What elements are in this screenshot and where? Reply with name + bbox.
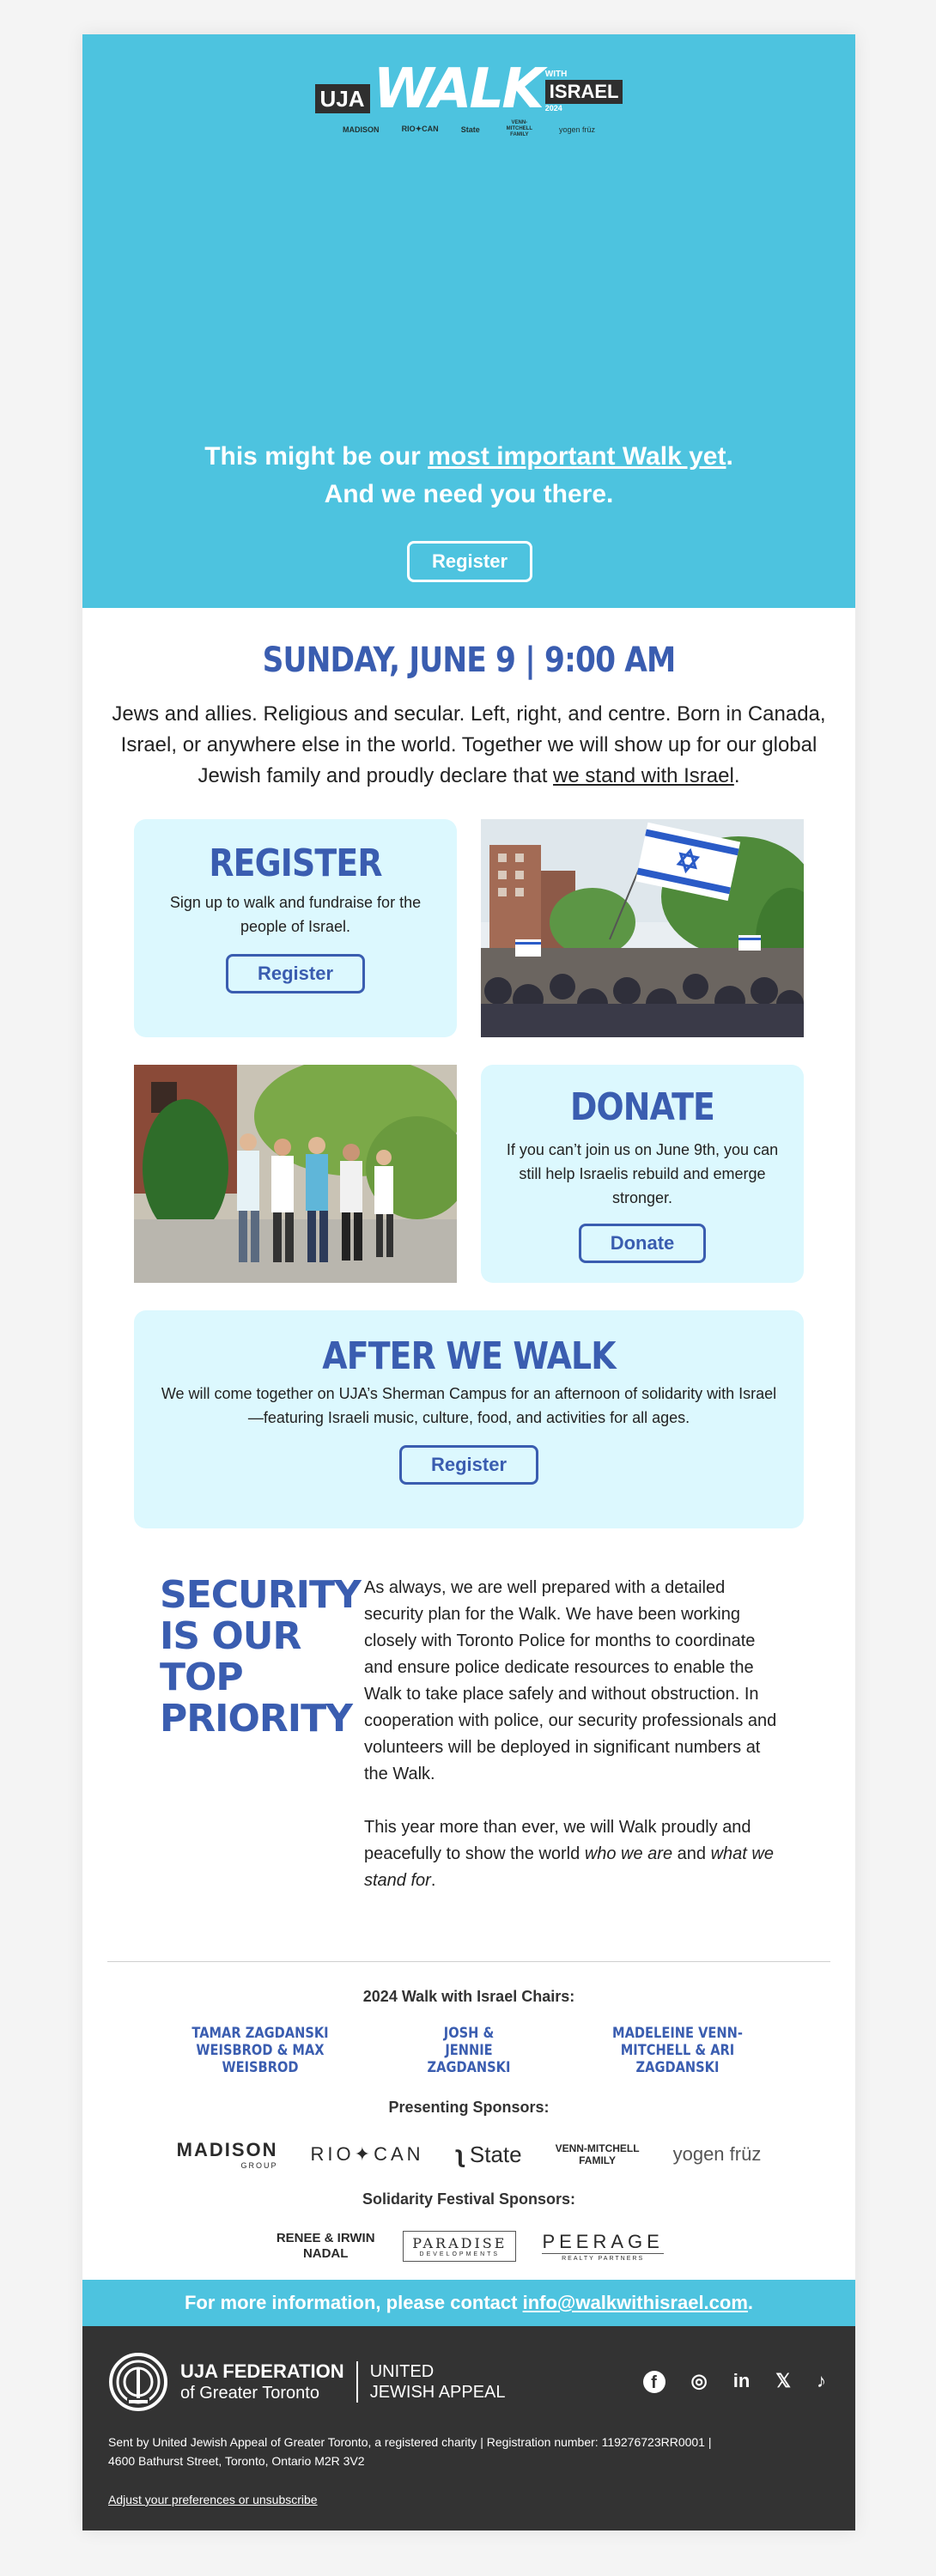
security-section: [82, 1575, 855, 1961]
chair-name: MADELEINE VENN-MITCHELL & ARI ZAGDANSKI: [612, 2025, 743, 2076]
donate-card: [481, 1065, 804, 1283]
hero-register-button[interactable]: Register: [407, 541, 532, 582]
cards-grid: [82, 792, 855, 1530]
hero-banner: [82, 34, 855, 608]
social-links: [643, 2371, 827, 2393]
chair-name: JOSH & JENNIE ZAGDANSKI: [427, 2025, 511, 2076]
donate-card-text: If you can’t join us on June 9th, you can still help Israelis rebuild and emerge stronger.: [506, 1141, 779, 1206]
logo-year: 2024: [544, 104, 562, 112]
contact-bar: For more information, please contact info@walkwithisrael.com.: [82, 2280, 855, 2326]
register-card: [134, 819, 457, 1037]
security-text: As always, we are well prepared with a detailed security plan for the Walk. We have been working closely with Toronto Police for months to coordinate and ensure police dedicate resources to enable the Walk to take place safely and without obstruction. In cooperation with police, our security professionals and volunteers will be deployed in significant numbers at the Walk. This year more than ever, we will Walk proudly and peacefully to show the world who we are and what we stand for.: [364, 1578, 777, 1890]
madison-logo[interactable]: MADISON GROUP: [176, 2139, 278, 2170]
logo-sponsor: VENN-MITCHELL FAMILY: [506, 120, 532, 137]
facebook-icon[interactable]: f: [643, 2371, 666, 2393]
tiktok-icon[interactable]: ♪: [817, 2370, 826, 2391]
menorah-icon: [108, 2352, 168, 2412]
stand-with-israel-link[interactable]: we stand with Israel: [553, 764, 734, 787]
peerage-logo[interactable]: PEERAGE REALTY PARTNERS: [542, 2231, 664, 2262]
footer-org-subtitle: of Greater Toronto: [180, 2384, 319, 2403]
riocan-logo[interactable]: RIO✦CAN: [310, 2143, 424, 2165]
donate-card-title: DONATE: [569, 1085, 715, 1129]
footer: [82, 2326, 855, 2530]
security-title: SECURITY IS OUR TOP PRIORITY: [160, 1573, 361, 1741]
walk-flags-photo: [481, 819, 804, 1037]
state-mark-icon: ʅ: [456, 2141, 465, 2167]
chair-name: TAMAR ZAGDANSKI WEISBROD & MAX WEISBROD: [191, 2025, 329, 2076]
presenting-sponsor-logos: [82, 2139, 855, 2170]
hero-headline: This might be our most important Walk yet. And we need you there.: [204, 442, 733, 508]
email-container: [82, 34, 855, 2530]
event-date: SUNDAY, JUNE 9 | 9:00 AM: [262, 641, 676, 680]
paradise-logo[interactable]: PARADISE DEVELOPMENTS: [403, 2231, 516, 2262]
chairs-label: 2024 Walk with Israel Chairs:: [362, 1988, 575, 2005]
after-walk-card: [134, 1310, 804, 1528]
venn-mitchell-logo[interactable]: VENN-MITCHELL FAMILY: [555, 2142, 640, 2166]
logo-israel: ISRAEL: [545, 80, 623, 104]
walk-with-israel-logo[interactable]: [319, 58, 619, 138]
logo-sponsor: yogen früz: [558, 125, 595, 134]
logo-sponsor: State: [460, 125, 480, 134]
logo-with: WITH: [544, 70, 568, 79]
festival-label: Solidarity Festival Sponsors:: [362, 2190, 576, 2208]
hero-headline-link[interactable]: most important Walk yet: [428, 442, 726, 471]
x-twitter-icon[interactable]: 𝕏: [775, 2370, 791, 2391]
walkers-photo: [134, 1065, 457, 1283]
state-logo[interactable]: ʅ State: [456, 2141, 522, 2167]
unsubscribe-link[interactable]: Adjust your preferences or unsubscribe: [108, 2493, 318, 2506]
logo-sponsor: RIO✦CAN: [401, 125, 439, 133]
sponsors-section: [82, 1962, 855, 2280]
uja-federation-logo[interactable]: [108, 2352, 506, 2412]
logo-sponsor-strip: [343, 120, 595, 138]
presenting-label: Presenting Sponsors:: [388, 2099, 550, 2116]
logo-walk: WALK: [373, 58, 542, 121]
donate-button[interactable]: Donate: [579, 1224, 707, 1263]
after-walk-text: We will come together on UJA’s Sherman Campus for an afternoon of solidarity with Israel —featuring Israeli music, culture, food, and activities for all ages.: [161, 1385, 777, 1426]
register-card-button[interactable]: Register: [226, 954, 365, 993]
footer-org-name: UJA FEDERATION: [180, 2360, 344, 2382]
logo-sponsor: MADISON: [343, 125, 380, 134]
after-walk-register-button[interactable]: Register: [399, 1445, 538, 1485]
logo-uja: UJA: [315, 84, 370, 113]
footer-legal-text: Sent by United Jewish Appeal of Greater Toronto, a registered charity | Registration number: 119276723RR0001 | 4600 Bathurst Street, Toronto, Ontario M2R 3V2: [108, 2435, 712, 2468]
yogen-fruz-logo[interactable]: yogen früz: [672, 2143, 762, 2165]
intro-paragraph: Jews and allies. Religious and secular. Left, right, and centre. Born in Canada, Israel, or anywhere else in the world. Together we will show up for our global Jewish family and proudly declare that we stand with Israel.: [112, 702, 826, 787]
footer-logo-divider: [356, 2361, 358, 2403]
register-card-text: Sign up to walk and fundraise for the people of Israel.: [169, 894, 422, 935]
contact-email-link[interactable]: info@walkwithisrael.com: [522, 2292, 748, 2313]
chairs-list: [82, 2025, 855, 2076]
footer-united: UNITED: [369, 2362, 435, 2381]
nadal-logo[interactable]: RENEE & IRWIN NADAL: [276, 2231, 375, 2261]
instagram-icon[interactable]: ◎: [690, 2370, 708, 2391]
linkedin-icon[interactable]: in: [732, 2370, 751, 2391]
festival-sponsor-logos: [82, 2231, 855, 2262]
footer-jewish-appeal: JEWISH APPEAL: [369, 2383, 506, 2402]
after-walk-title: AFTER WE WALK: [322, 1334, 616, 1378]
register-card-title: REGISTER: [209, 841, 382, 885]
